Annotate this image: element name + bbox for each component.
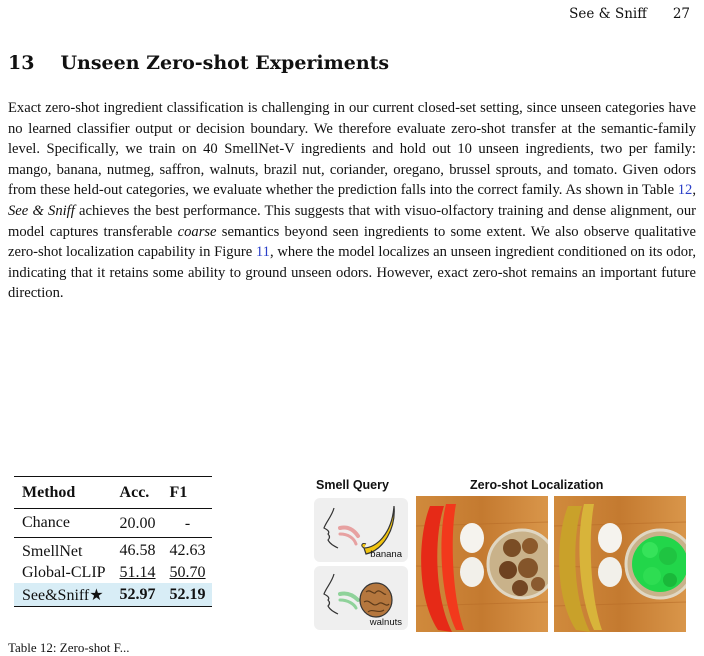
running-header (569, 6, 690, 22)
section-number: 13 (8, 52, 35, 74)
smell-query-title: Smell Query (316, 478, 389, 492)
results-table (14, 476, 212, 607)
cell-method: Chance (22, 514, 70, 531)
table-row (14, 509, 212, 538)
cell-f1: 52.19 (162, 583, 212, 607)
cell-method: Global-CLIP (22, 564, 106, 581)
localization-photo-walnuts (554, 496, 686, 632)
col-header-f1: F1 (169, 484, 188, 501)
localization-photo-banana (416, 496, 548, 632)
query-label-banana: banana (370, 549, 402, 560)
table-row-highlight (14, 583, 212, 607)
paragraph-text: achieves the best performance. This suggests that with visuo-olfactory training and dense alignment, our model captures transferable (8, 202, 696, 240)
figure-reference-link[interactable]: 11 (255, 244, 270, 261)
localization-title: Zero-shot Localization (470, 478, 604, 492)
section-title: Unseen Zero-shot Experiments (60, 52, 390, 74)
cell-f1: 42.63 (169, 541, 206, 559)
col-header-acc: Acc. (119, 484, 150, 501)
method-name: See & Sniff (8, 202, 75, 219)
zero-shot-figure (314, 476, 700, 636)
page-number: 27 (672, 6, 690, 22)
col-header-method: Method (22, 484, 76, 501)
body-paragraph (8, 98, 696, 304)
table-row (14, 538, 212, 563)
cell-acc: 51.14 (119, 564, 156, 581)
paragraph-text: , where the model localizes an unseen ingredient conditioned on its odor, indicating that it retains some ability to ground unseen odors. However, exact zero-shot remains an important future direction. (8, 244, 696, 302)
cell-f1: 50.70 (169, 564, 206, 581)
query-card-walnuts (314, 566, 408, 630)
query-card-banana (314, 498, 408, 562)
cell-method: SmellNet (22, 543, 83, 560)
cell-f1: - (184, 514, 191, 532)
running-title: See & Sniff (569, 6, 647, 22)
cell-acc: 46.58 (119, 541, 156, 559)
cell-acc: 20.00 (119, 514, 156, 532)
cell-method: See&Sniff★ (14, 583, 112, 607)
table-caption: Table 12: Zero-shot F... (8, 640, 130, 655)
paragraph-text: semantics beyond seen ingredients to some extent. We also observe qualitative zero-shot localization capability in Figure (8, 223, 696, 261)
paragraph-text: , (692, 182, 696, 199)
section-heading (8, 52, 389, 74)
cell-acc: 52.97 (112, 583, 162, 607)
query-label-walnuts: walnuts (369, 617, 402, 628)
table-reference-link[interactable]: 12 (677, 182, 693, 199)
table-row (14, 562, 212, 583)
paragraph-text: Exact zero-shot ingredient classification is challenging in our current closed-set setting, since unseen categories have no learned classifier output or decision boundary. We therefore evaluate zero-shot transfer at the semantic-family level. Specifically, we train on 40 SmellNet-V ingredients and hold out 10 unseen ingredients, two per family: mango, banana, nutmeg, saffron, walnuts, brazil nut, coriander, oregano, brussel sprouts, and tomato. Given odors from these held-out categories, we evaluate whether the prediction falls into the correct family. As shown in Table (8, 100, 696, 199)
emphasis-coarse: coarse (177, 223, 217, 240)
